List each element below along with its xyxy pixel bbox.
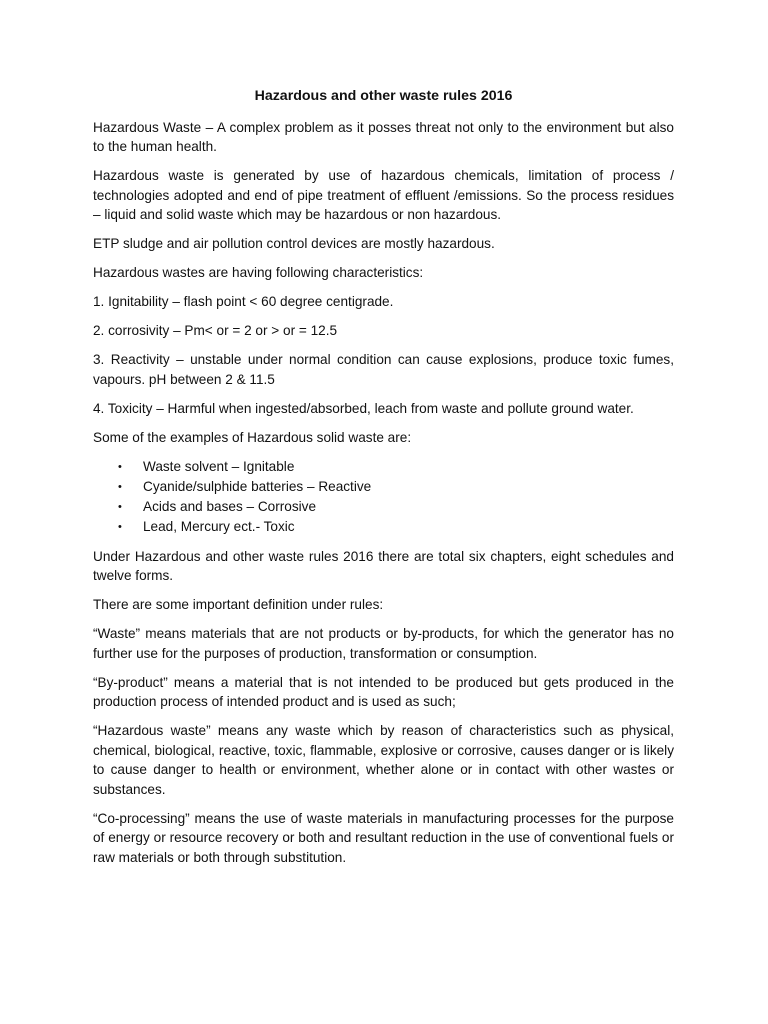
definitions-heading: There are some important definition under rules: xyxy=(93,597,384,612)
examples-list xyxy=(93,457,674,537)
bullet-icon: • xyxy=(118,520,122,533)
examples-heading: Some of the examples of Hazardous solid waste are: xyxy=(93,429,412,445)
characteristic-ignitability: 1. Ignitability – flash point < 60 degree centigrade. xyxy=(93,294,394,309)
definition-hazardous-waste: “Hazardous waste” means any waste which by reason of characteristics such as physical, chemical, biological, reactive, toxic, flammable, explosive or corrosive, causes danger or is likely to cause danger to health or environment, whether alone or in contact with other wastes or substances. xyxy=(93,723,674,797)
generation-paragraph: Hazardous waste is generated by use of hazardous chemicals, limitation of process / technologies adopted and end of pipe treatment of effluent /emissions. So the process residues – liquid and solid waste which may be hazardous or non hazardous. xyxy=(93,168,674,222)
definition-co-processing: “Co-processing” means the use of waste materials in manufacturing processes for the purpose of energy or resource recovery or both and resultant reduction in the use of conventional fuels or raw materials or both through substitution. xyxy=(93,810,674,865)
document-page xyxy=(93,87,674,877)
rules-structure-paragraph: Under Hazardous and other waste rules 2016 there are total six chapters, eight schedules and twelve forms. xyxy=(93,548,674,583)
etp-sludge-paragraph: ETP sludge and air pollution control devices are mostly hazardous. xyxy=(93,236,495,251)
list-item-text: Cyanide/sulphide batteries – Reactive xyxy=(143,478,372,494)
list-item xyxy=(93,457,674,477)
document-title: Hazardous and other waste rules 2016 xyxy=(254,88,513,104)
list-item xyxy=(93,517,674,537)
list-item-text: Acids and bases – Corrosive xyxy=(143,498,317,514)
bullet-icon: • xyxy=(118,500,122,513)
characteristic-corrosivity: 2. corrosivity – Pm< or = 2 or > or = 12.5 xyxy=(93,323,338,338)
bullet-icon: • xyxy=(118,480,122,493)
definition-by-product: “By-product” means a material that is not intended to be produced but gets produced in the production process of intended product and is used as such; xyxy=(93,674,674,709)
list-item-text: Lead, Mercury ect.- Toxic xyxy=(143,518,295,534)
list-item-text: Waste solvent – Ignitable xyxy=(143,458,295,474)
characteristics-heading: Hazardous wastes are having following characteristics: xyxy=(93,265,424,280)
intro-paragraph: Hazardous Waste – A complex problem as it posses threat not only to the environment but also to the human health. xyxy=(93,119,674,154)
list-item xyxy=(93,477,674,497)
characteristic-toxicity: 4. Toxicity – Harmful when ingested/absorbed, leach from waste and pollute ground water. xyxy=(93,400,634,416)
characteristic-reactivity: 3. Reactivity – unstable under normal condition can cause explosions, produce toxic fumes, vapours. pH between 2 & 11.5 xyxy=(93,352,674,387)
definition-waste: “Waste” means materials that are not products or by-products, for which the generator has no further use for the purposes of production, transformation or consumption. xyxy=(93,626,674,661)
bullet-icon: • xyxy=(118,460,122,473)
list-item xyxy=(93,497,674,517)
